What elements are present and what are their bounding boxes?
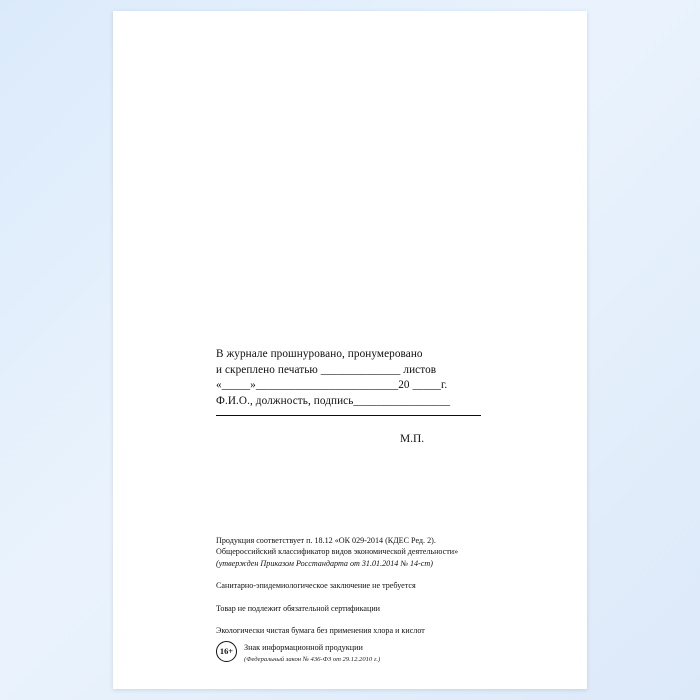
legal-para3: Товар не подлежит обязательной сертификации (216, 603, 381, 613)
legal-para4: Экологически чистая бумага без применения хлора и кислот (216, 626, 425, 636)
age-rating-badge-icon: 16+ (216, 641, 237, 662)
legal-spacer-2 (216, 592, 536, 603)
page-content (113, 11, 587, 689)
certification-line-3: «_____»_________________________20 _____г. (216, 379, 448, 392)
stamp-place-label: М.П. (400, 433, 425, 445)
age-rating-row (216, 641, 380, 665)
legal-block (216, 535, 536, 636)
certification-line-1: В журнале прошнуровано, пронумеровано (216, 348, 423, 360)
legal-spacer-3 (216, 614, 536, 625)
legal-para2: Санитарно-эпидемиологическое заключение не требуется (216, 581, 416, 591)
legal-spacer-1 (216, 569, 536, 580)
legal-para1-line3: (утвержден Приказом Росстандарта от 31.01.2014 № 14-ст) (216, 558, 433, 568)
certification-block (216, 347, 516, 416)
age-rating-label: Знак информационной продукции (244, 643, 363, 652)
age-rating-text (244, 641, 380, 665)
age-rating-law-note: (Федеральный закон № 436-ФЗ от 29.12.2010 г.) (244, 655, 381, 663)
document-page (113, 11, 587, 689)
legal-para1-line2: Общероссийский классификатор видов экономической деятельности» (216, 547, 459, 557)
signature-rule (216, 414, 481, 416)
certification-line-4: Ф.И.О., должность, подпись_________________ (216, 394, 451, 407)
certification-line-2: и скреплено печатью ______________ листов (216, 363, 437, 376)
legal-para1-line1: Продукция соответствует п. 18.12 «ОК 029-2014 (КДЕС Ред. 2). (216, 536, 436, 545)
